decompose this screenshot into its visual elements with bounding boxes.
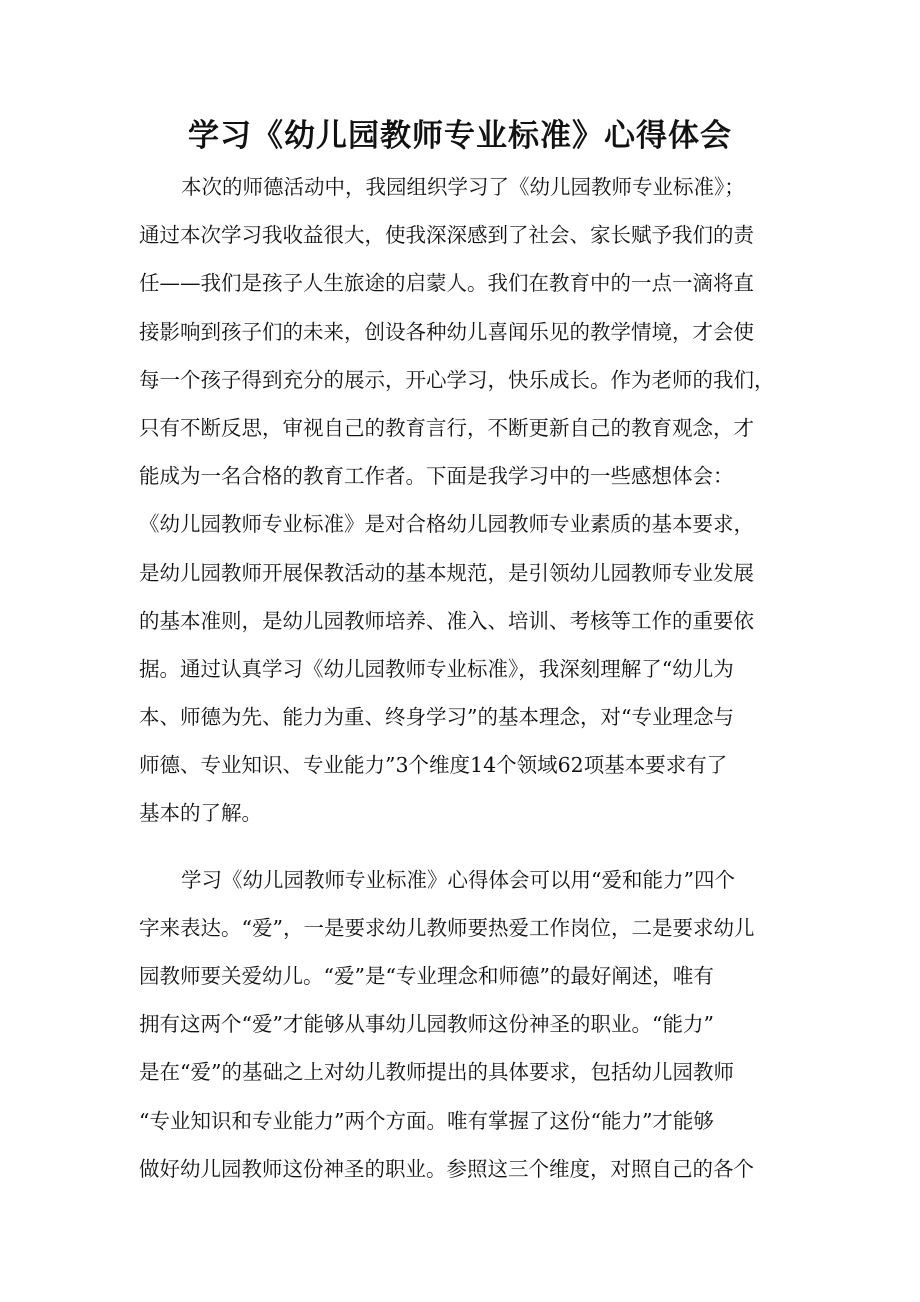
text-line: 只有不断反思，审视自己的教育言行，不断更新自己的教育观念，才 bbox=[139, 415, 754, 440]
text-line: 《幼儿园教师专业标准》是对合格幼儿园教师专业素质的基本要求， bbox=[139, 512, 754, 537]
text-line: 接影响到孩子们的未来，创设各种幼儿喜闻乐见的教学情境，才会使 bbox=[139, 319, 754, 344]
text-line: 任——我们是孩子人生旅途的启蒙人。我们在教育中的一点一滴将直 bbox=[139, 271, 754, 296]
text-line: 通过本次学习我收益很大，使我深深感到了社会、家长赋予我们的责 bbox=[139, 223, 754, 248]
paragraph-2 bbox=[139, 504, 781, 841]
text-line: 是在“爱”的基础之上对幼儿教师提出的具体要求，包括幼儿园教师 bbox=[139, 1060, 734, 1085]
text-line: 每一个孩子得到充分的展示，开心学习，快乐成长。作为老师的我们， bbox=[139, 367, 775, 392]
paragraph-3 bbox=[139, 860, 781, 1197]
text-line: 园教师要关爱幼儿。“爱”是“专业理念和师德”的最好阐述，唯有 bbox=[139, 964, 714, 988]
text-line: 是幼儿园教师开展保教活动的基本规范，是引领幼儿园教师专业发展 bbox=[139, 560, 754, 585]
text-line: “专业知识和专业能力”两个方面。唯有掌握了这份“能力”才能够 bbox=[139, 1108, 714, 1133]
text-line: 字来表达。“爱”，一是要求幼儿教师要热爱工作岗位，二是要求幼儿 bbox=[139, 915, 755, 940]
paragraph-1 bbox=[139, 167, 781, 504]
text-line: 学习《幼儿园教师专业标准》心得体会可以用“爱和能力”四个 bbox=[181, 867, 735, 892]
document-body bbox=[139, 167, 781, 1197]
text-line: 能成为一名合格的教育工作者。下面是我学习中的一些感想体会： bbox=[139, 464, 734, 489]
text-line: 拥有这两个“爱”才能够从事幼儿园教师这份神圣的职业。“能力” bbox=[139, 1012, 714, 1037]
text-line: 师德、专业知识、专业能力”3个维度14个领域62项基本要求有了 bbox=[139, 753, 728, 778]
text-line: 本、师德为先、能力为重、终身学习”的基本理念，对“专业理念与 bbox=[139, 705, 734, 730]
text-line: 做好幼儿园教师这份神圣的职业。参照这三个维度，对照自己的各个 bbox=[139, 1156, 754, 1181]
text-line: 据。通过认真学习《幼儿园教师专业标准》，我深刻理解了“幼儿为 bbox=[139, 656, 734, 681]
text-line: 基本的了解。 bbox=[139, 801, 262, 826]
text-line: 的基本准则，是幼儿园教师培养、准入、培训、考核等工作的重要依 bbox=[139, 608, 754, 633]
document-title: 学习《幼儿园教师专业标准》心得体会 bbox=[188, 118, 732, 154]
paragraph-spacer bbox=[139, 842, 781, 860]
text-line: 本次的师德活动中，我园组织学习了《幼儿园教师专业标准》； bbox=[181, 175, 745, 199]
